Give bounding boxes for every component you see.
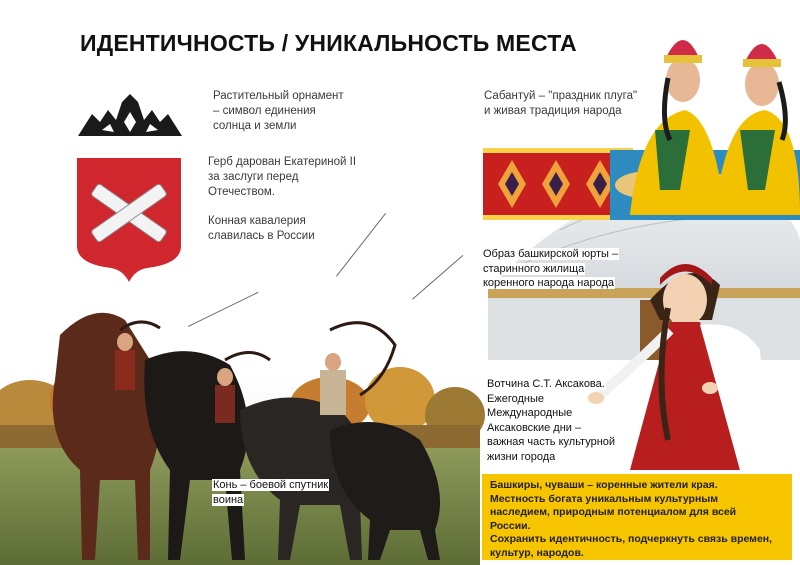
sabantuy-caption: Сабантуй – "праздник плуга" и живая традиция народа (484, 90, 638, 117)
summary-box: Башкиры, чуваши – коренные жители края. Местность богата уникальным культурным наследием, природным потенциалом для всей России. Сохранить идентичность, подчеркнуть связь времен, культур, народов. (482, 474, 792, 560)
horse-caption: Конь – боевой спутник воина (213, 479, 329, 506)
aksakov-caption: Вотчина С.Т. Аксакова. Ежегодные Международные Аксаковские дни – важная часть культурной жизни города (487, 378, 616, 463)
women-photo (610, 40, 800, 220)
yurt-caption: Образ башкирской юрты – старинного жилища коренного народа народа (483, 248, 619, 289)
page-title: ИДЕНТИЧНОСТЬ / УНИКАЛЬНОСТЬ МЕСТА (80, 30, 577, 56)
coat-of-arms-icon (77, 158, 181, 282)
ornament-icon (78, 92, 182, 138)
coat-caption: Герб дарован Екатериной II за заслуги перед Отечеством. (208, 156, 357, 198)
ornament-caption: Растительный орнамент – символ единения солнца и земли (213, 90, 344, 132)
cavalry-caption: Конная кавалерия славилась в России (208, 215, 315, 242)
